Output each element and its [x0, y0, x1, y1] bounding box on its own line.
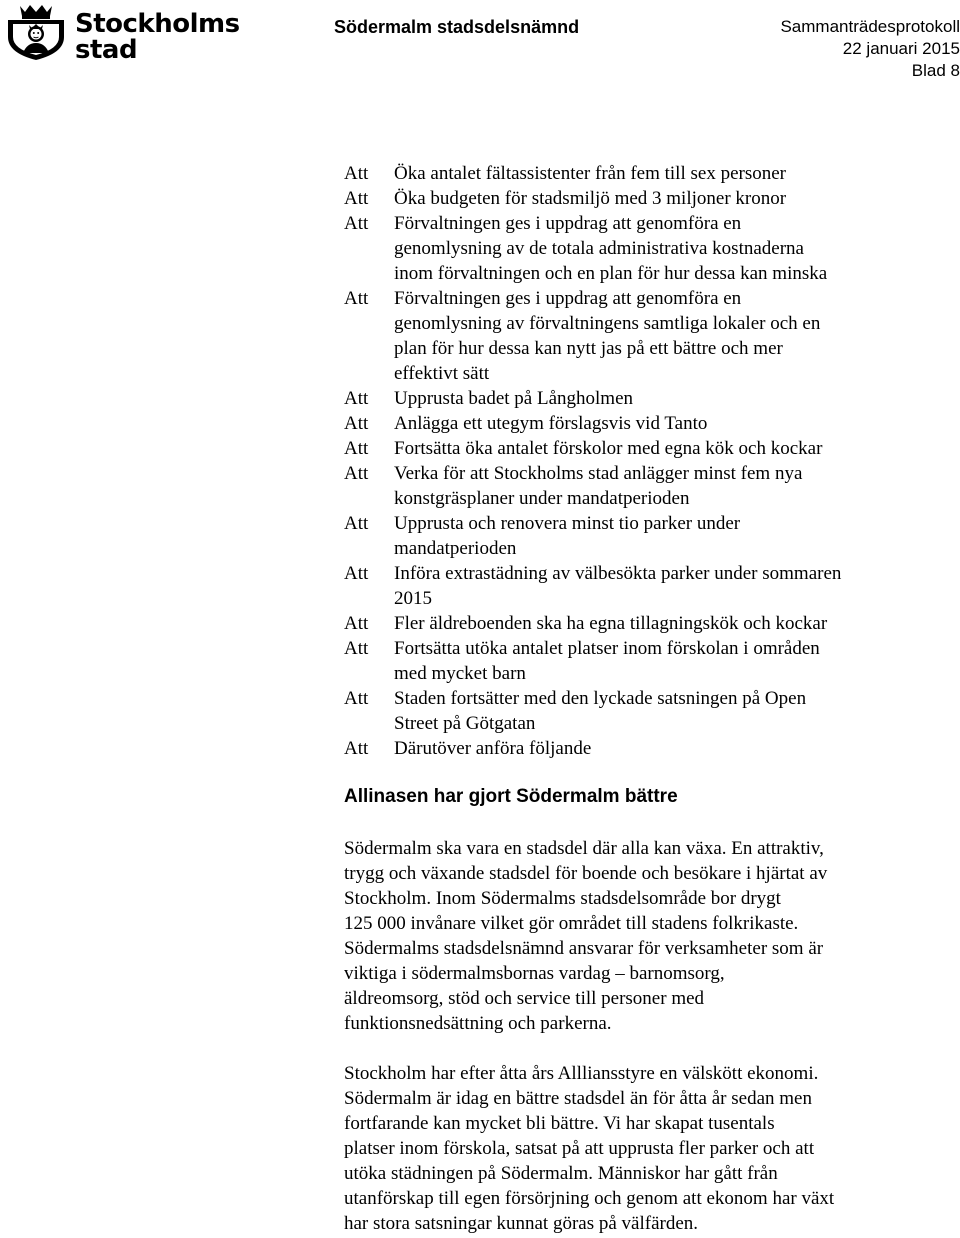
att-label: Att — [344, 563, 369, 584]
att-label: Att — [344, 413, 369, 434]
att-proposal-list — [344, 161, 960, 761]
att-label: Att — [344, 288, 369, 309]
att-text: Därutöver anföra följande — [394, 738, 592, 759]
committee-name: Södermalm stadsdelsnämnd — [334, 17, 580, 37]
att-text: Anlägga ett utegym förslagsvis vid Tanto — [394, 413, 708, 434]
att-label: Att — [344, 163, 369, 184]
att-text: Upprusta badet på Långholmen — [394, 388, 634, 409]
att-label: Att — [344, 613, 369, 634]
att-text: Fler äldreboenden ska ha egna tillagningskök och kockar — [394, 613, 828, 634]
st-erik-crest-icon — [3, 3, 69, 61]
list-item — [344, 211, 960, 286]
att-label: Att — [344, 688, 369, 709]
att-label: Att — [344, 738, 369, 759]
att-label: Att — [344, 463, 369, 484]
att-text: Förvaltningen ges i uppdrag att genomföra en genomlysning av de totala administrativa kostnaderna inom förvaltningen och en plan för hur dessa kan minska — [394, 213, 828, 284]
stockholms-stad-logo — [3, 3, 240, 65]
list-item — [344, 736, 960, 761]
list-item — [344, 611, 960, 636]
body-paragraph-2: Stockholm har efter åtta års Allliansstyre en välskött ekonomi. Södermalm är idag en bättre stadsdel än för åtta år sedan men fortfarande kan mycket bli bättre. Vi har skapat tusentals platser inom förskola, satsat på att upprusta fler parker och att utöka städningen på Södermalm. Människor har gått från utanförskap till egen försörjning och genom att ekonom har växt har stora satsningar kunnat göras på välfärden. — [344, 1063, 835, 1234]
att-text: Öka antalet fältassistenter från fem till sex personer — [394, 163, 786, 184]
logo-word-stad: stad — [75, 35, 138, 65]
att-label: Att — [344, 388, 369, 409]
list-item — [344, 686, 960, 736]
att-text: Öka budgeten för stadsmiljö med 3 miljoner kronor — [394, 188, 787, 209]
att-text: Införa extrastädning av välbesökta parker under sommaren 2015 — [394, 563, 842, 609]
att-text: Upprusta och renovera minst tio parker under mandatperioden — [394, 513, 741, 559]
list-item — [344, 161, 960, 186]
list-item — [344, 186, 960, 211]
att-text: Staden fortsätter med den lyckade satsningen på Open Street på Götgatan — [394, 688, 807, 734]
att-label: Att — [344, 188, 369, 209]
att-text: Verka för att Stockholms stad anlägger minst fem nya konstgräsplaner under mandatperioden — [394, 463, 803, 509]
meeting-date: 22 januari 2015 — [842, 39, 960, 58]
att-text: Fortsätta öka antalet förskolor med egna kök och kockar — [394, 438, 823, 459]
page-number: Blad 8 — [911, 61, 960, 80]
list-item — [344, 411, 960, 436]
header-meta — [660, 16, 960, 82]
att-label: Att — [344, 513, 369, 534]
list-item — [344, 436, 960, 461]
list-item — [344, 511, 960, 561]
list-item — [344, 461, 960, 511]
att-label: Att — [344, 438, 369, 459]
list-item — [344, 386, 960, 411]
att-label: Att — [344, 638, 369, 659]
list-item — [344, 636, 960, 686]
att-text: Förvaltningen ges i uppdrag att genomföra en genomlysning av förvaltningens samtliga lokaler och en plan för hur dessa kan nytt jas på ett bättre och mer effektivt sätt — [394, 288, 821, 384]
body-paragraph-1: Södermalm ska vara en stadsdel där alla kan växa. En attraktiv, trygg och växande stadsdel för boende och besökare i hjärtat av Stockholm. Inom Södermalms stadsdelsområde bor drygt 125 000 invånare vilket gör området till stadens folkrikaste. Södermalms stadsdelsnämnd ansvarar för verksamheter som är viktiga i södermalmsbornas vardag – barnomsorg, äldreomsorg, stöd och service till personer med funktionsnedsättning och parkerna. — [344, 838, 828, 1034]
list-item — [344, 561, 960, 611]
document-type: Sammanträdesprotokoll — [780, 17, 960, 36]
list-item — [344, 286, 960, 386]
logo-word-stockholms: Stockholms — [75, 9, 240, 39]
att-label: Att — [344, 213, 369, 234]
att-text: Fortsätta utöka antalet platser inom förskolan i områden med mycket barn — [394, 638, 820, 684]
section-heading: Allinasen har gjort Södermalm bättre — [344, 786, 678, 807]
